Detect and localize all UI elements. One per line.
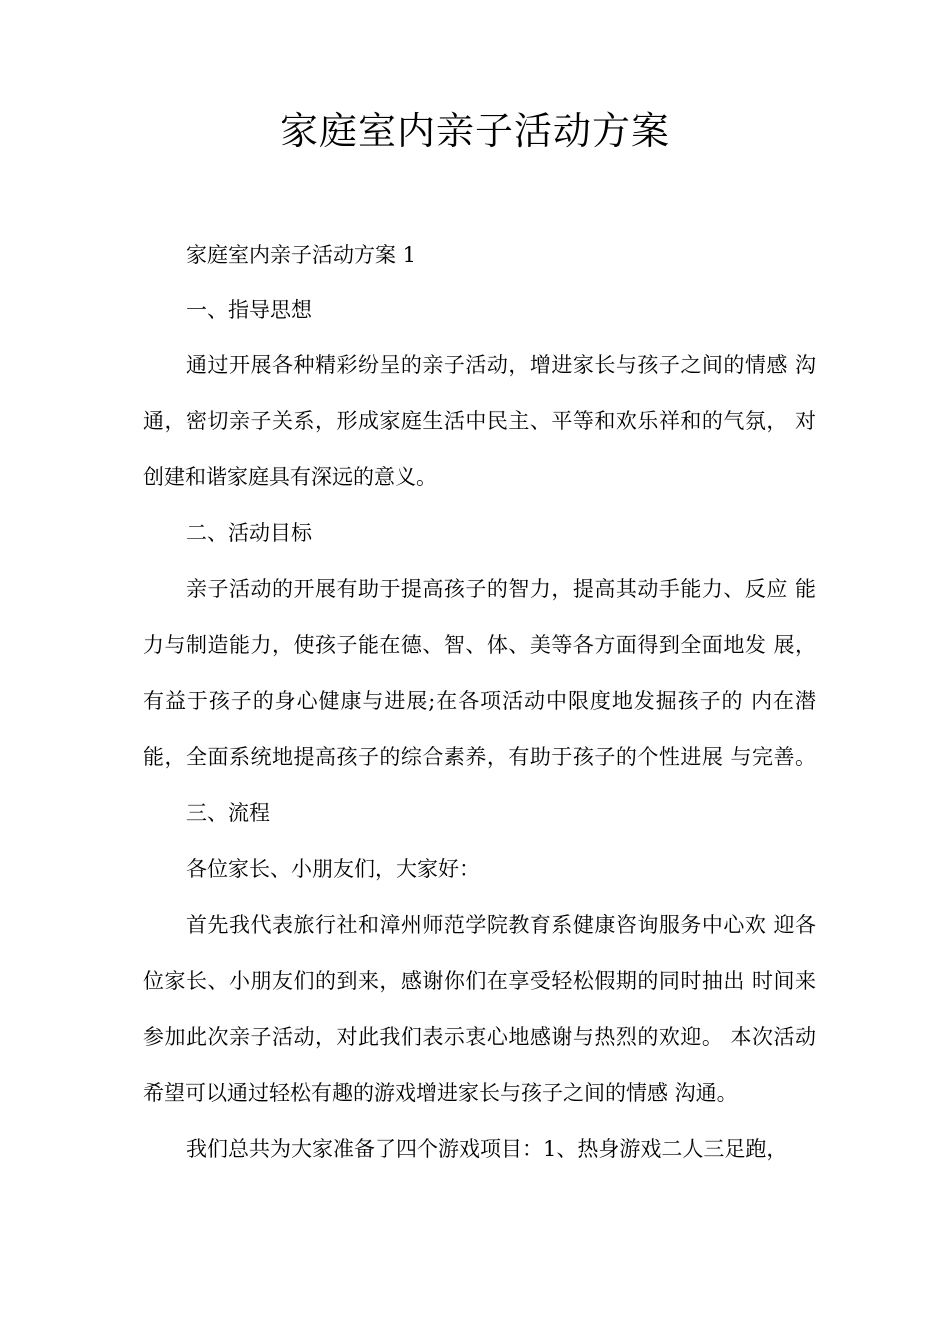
section-heading: 家庭室内亲子活动方案 1 — [186, 243, 417, 267]
paragraph-line: 有益于孩子的身心健康与进展;在各项活动中限度地发掘孩子的 内在潜 — [143, 689, 816, 713]
section-heading: 二、活动目标 — [186, 521, 312, 545]
paragraph-line: 亲子活动的开展有助于提高孩子的智力，提高其动手能力、反应 能 — [186, 577, 816, 601]
paragraph-line: 能，全面系统地提高孩子的综合素养，有助于孩子的个性进展 与完善。 — [143, 745, 816, 769]
section-heading: 一、指导思想 — [186, 298, 312, 322]
paragraph-line: 力与制造能力，使孩子能在德、智、体、美等各方面得到全面地发 展， — [143, 633, 816, 657]
paragraph-line: 位家长、小朋友们的到来，感谢你们在享受轻松假期的同时抽出 时间来 — [143, 969, 816, 993]
section-heading: 三、流程 — [186, 801, 270, 825]
paragraph-line: 希望可以通过轻松有趣的游戏增进家长与孩子之间的情感 沟通。 — [143, 1081, 738, 1105]
paragraph-line: 首先我代表旅行社和漳州师范学院教育系健康咨询服务中心欢 迎各 — [186, 913, 816, 937]
paragraph-line: 参加此次亲子活动，对此我们表示衷心地感谢与热烈的欢迎。 本次活动 — [143, 1025, 816, 1049]
page-title: 家庭室内亲子活动方案 — [279, 109, 670, 153]
paragraph-line: 通过开展各种精彩纷呈的亲子活动，增进家长与孩子之间的情感 沟 — [186, 353, 816, 377]
paragraph-line: 通，密切亲子关系，形成家庭生活中民主、平等和欢乐祥和的气氛， 对 — [143, 409, 816, 433]
paragraph-line: 各位家长、小朋友们，大家好： — [186, 857, 480, 881]
paragraph-line: 我们总共为大家准备了四个游戏项目：1、热身游戏二人三足跑， — [186, 1137, 788, 1161]
paragraph-line: 创建和谐家庭具有深远的意义。 — [143, 465, 437, 489]
